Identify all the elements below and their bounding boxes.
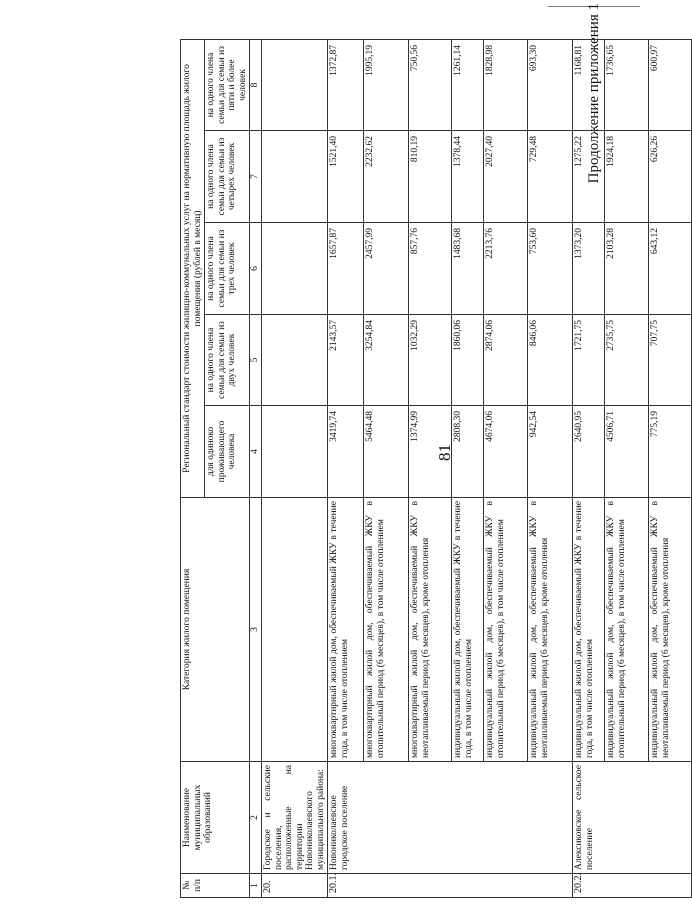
cost-value-col-5: 1721,75 xyxy=(573,315,605,406)
housing-category: индивидуальный жилой дом, обеспечиваемый ЖКУ в течение года, в том числе отоплением xyxy=(573,498,605,762)
cost-value-col-8: 693,30 xyxy=(528,39,573,130)
header-num: № п/п xyxy=(181,874,250,898)
col-num-3: 3 xyxy=(250,498,262,762)
section-empty xyxy=(262,39,328,130)
housing-category: индивидуальный жилой дом, обеспечиваемый ЖКУ в неотапливаемый период (6 месяцев), кроме отопления xyxy=(528,498,573,762)
table-body xyxy=(181,39,692,897)
group-num: 20.2. xyxy=(573,874,692,898)
table-row xyxy=(573,39,605,897)
cost-value-col-4: 3419,74 xyxy=(328,406,364,498)
appendix-caption: Продолжение приложения 1 xyxy=(586,3,602,184)
cost-value-col-8: 1372,87 xyxy=(328,39,364,130)
housing-category: многоквартирный жилой дом, обеспечиваемый ЖКУ в течение года, в том числе отоплением xyxy=(328,498,364,762)
col-num-6: 6 xyxy=(250,223,262,315)
cost-value-col-5: 1032,29 xyxy=(409,315,452,406)
cost-value-col-4: 942,54 xyxy=(528,406,573,498)
cost-value-col-6: 1483,68 xyxy=(452,223,484,315)
cost-value-col-5: 2874,06 xyxy=(484,315,528,406)
page-number: 81 xyxy=(435,444,454,461)
housing-category: индивидуальный жилой дом, обеспечиваемый ЖКУ в отопительный период (6 месяцев), в том числе отоплением xyxy=(605,498,649,762)
col-num-8: 8 xyxy=(250,39,262,130)
cost-value-col-8: 1995,19 xyxy=(364,39,409,130)
column-number-row xyxy=(250,39,262,897)
cost-value-col-5: 2143,57 xyxy=(328,315,364,406)
header-sub-1: для одиноко проживающего человека xyxy=(205,406,250,498)
section-name: Городское и сельские поселения, расположенные на территории Новониколаевского муниципального района: xyxy=(262,762,328,874)
group-name: Алексиковское сельское поселение xyxy=(573,762,692,874)
cost-value-col-7: 2027,40 xyxy=(484,131,528,223)
section-empty xyxy=(262,223,328,315)
cost-value-col-6: 857,76 xyxy=(409,223,452,315)
cost-value-col-7: 1521,40 xyxy=(328,131,364,223)
cost-value-col-8: 750,56 xyxy=(409,39,452,130)
cost-standard-table xyxy=(180,39,692,898)
section-empty xyxy=(262,131,328,223)
cost-value-col-5: 846,06 xyxy=(528,315,573,406)
cost-value-col-7: 1924,18 xyxy=(605,131,649,223)
header-row-top xyxy=(181,39,205,897)
section-num: 20. xyxy=(262,874,328,898)
header-sub-5: на одного члена семьи для семьи из пяти и более человек xyxy=(205,39,250,130)
group-name: Новониколаевское городское поселение xyxy=(328,762,573,874)
cost-value-col-5: 707,75 xyxy=(649,315,692,406)
section-row xyxy=(262,39,328,897)
cost-value-col-4: 2640,95 xyxy=(573,406,605,498)
header-sub-3: на одного члена семьи для семьи из трех человек xyxy=(205,223,250,315)
cost-value-col-6: 1657,87 xyxy=(328,223,364,315)
cost-value-col-6: 2457,99 xyxy=(364,223,409,315)
group-num: 20.1. xyxy=(328,874,573,898)
col-num-4: 4 xyxy=(250,406,262,498)
cost-value-col-6: 643,12 xyxy=(649,223,692,315)
cost-value-col-7: 1378,44 xyxy=(452,131,484,223)
housing-category: многоквартирный жилой дом, обеспечиваемый ЖКУ в отопительный период (6 месяцев), в том числе отоплением xyxy=(364,498,409,762)
header-sub-2: на одного члена семьи для семьи из двух человек xyxy=(205,315,250,406)
col-num-2: 2 xyxy=(250,762,262,874)
housing-category: многоквартирный жилой дом, обеспечиваемый ЖКУ в неотапливаемый период (6 месяцев), кроме отопления xyxy=(409,498,452,762)
cost-value-col-7: 626,26 xyxy=(649,131,692,223)
cost-value-col-5: 1860,06 xyxy=(452,315,484,406)
table-row xyxy=(328,39,364,897)
cost-value-col-7: 729,48 xyxy=(528,131,573,223)
cost-value-col-4: 775,19 xyxy=(649,406,692,498)
cost-value-col-8: 1168,81 xyxy=(573,39,605,130)
col-num-1: 1 xyxy=(250,874,262,898)
cost-value-col-4: 4506,71 xyxy=(605,406,649,498)
cost-value-col-6: 2213,76 xyxy=(484,223,528,315)
cost-value-col-5: 3254,84 xyxy=(364,315,409,406)
cost-value-col-4: 5464,48 xyxy=(364,406,409,498)
housing-category: индивидуальный жилой дом, обеспечиваемый ЖКУ в течение года, в том числе отоплением xyxy=(452,498,484,762)
cost-value-col-7: 2232,62 xyxy=(364,131,409,223)
cost-value-col-4: 1374,99 xyxy=(409,406,452,498)
cost-value-col-8: 1736,65 xyxy=(605,39,649,130)
housing-category: индивидуальный жилой дом, обеспечиваемый ЖКУ в отопительный период (6 месяцев), в том числе отоплением xyxy=(484,498,528,762)
housing-category: индивидуальный жилой дом, обеспечиваемый ЖКУ в неотапливаемый период (6 месяцев), кроме отопления xyxy=(649,498,692,762)
section-empty xyxy=(262,315,328,406)
cost-value-col-7: 810,19 xyxy=(409,131,452,223)
cost-value-col-8: 1261,14 xyxy=(452,39,484,130)
cost-value-col-4: 4674,06 xyxy=(484,406,528,498)
header-standard: Региональный стандарт стоимости жилищно-коммунальных услуг на нормативную площадь жилого помещения (рублей в месяц) xyxy=(181,39,205,497)
header-sub-4: на одного члена семьи для семьи из четырех человек xyxy=(205,131,250,223)
col-num-7: 7 xyxy=(250,131,262,223)
cost-value-col-6: 2103,28 xyxy=(605,223,649,315)
cost-value-col-8: 600,97 xyxy=(649,39,692,130)
section-empty xyxy=(262,406,328,498)
header-municipality: Наименование муниципальных образований xyxy=(181,762,250,874)
cost-value-col-7: 1275,22 xyxy=(573,131,605,223)
cost-value-col-6: 1373,20 xyxy=(573,223,605,315)
col-num-5: 5 xyxy=(250,315,262,406)
cost-value-col-8: 1828,98 xyxy=(484,39,528,130)
section-empty xyxy=(262,498,328,762)
header-category: Категория жилого помещения xyxy=(181,498,250,762)
cost-value-col-6: 753,60 xyxy=(528,223,573,315)
cost-value-col-4: 2808,30 xyxy=(452,406,484,498)
cost-value-col-5: 2735,75 xyxy=(605,315,649,406)
